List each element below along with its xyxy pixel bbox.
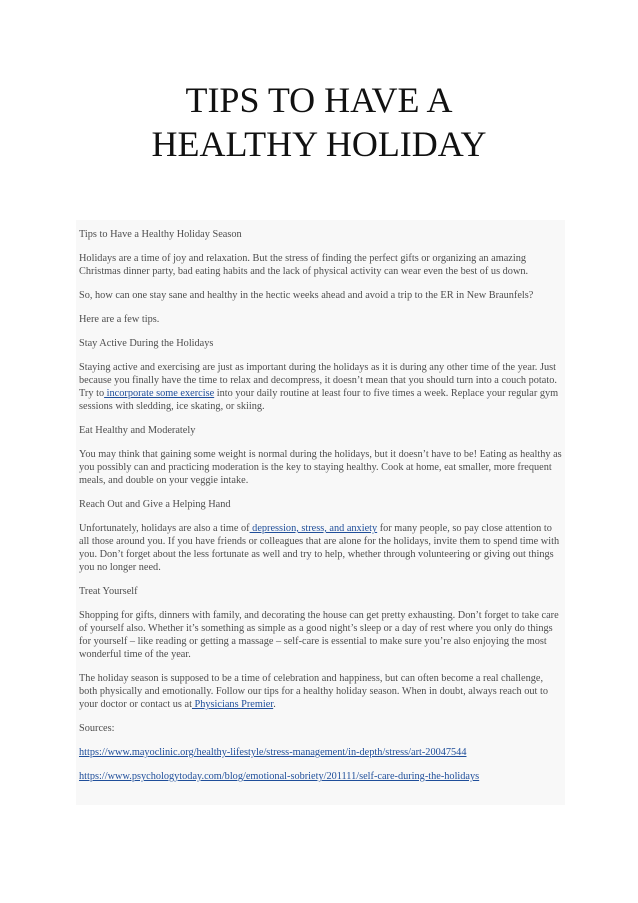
article-body <box>76 220 565 805</box>
paragraph-closing <box>79 672 562 711</box>
paragraph-reach-out-text-b: for many people, so pay close attention to all those around you. If you have friends or colleagues that are alone for the holidays, invite them to spend time with you. Don’t forget about the less fortunate as well and try to help, whether through volunteering or giving out things you no longer need. <box>79 523 560 573</box>
source-link-mayoclinic[interactable]: https://www.mayoclinic.org/healthy-lifestyle/stress-management/in-depth/stress/art-20047544 <box>79 747 467 758</box>
sources-label: Sources: <box>79 723 115 734</box>
paragraph-closing-text-a: The holiday season is supposed to be a time of celebration and happiness, but can often become a real challenge, both physically and emotionally. Follow our tips for a healthy holiday season. When in doubt, always reach out to your doctor or contact us at <box>79 673 548 710</box>
article-heading: Tips to Have a Healthy Holiday Season <box>79 229 242 240</box>
source-item-1 <box>79 746 562 759</box>
paragraph-question: So, how can one stay sane and healthy in the hectic weeks ahead and avoid a trip to the ER in New Braunfels? <box>79 290 534 301</box>
section-heading-eat: Eat Healthy and Moderately <box>79 425 196 436</box>
paragraph-treat: Shopping for gifts, dinners with family, and decorating the house can get pretty exhausting. Don’t forget to take care of yourself also. Whether it’s something as simple as a good night’s sleep or a day of rest where you only do things for yourself – like reading or getting a massage – self-care is essential to make sure you’re also enjoying the most wonderful time of the year. <box>79 610 559 660</box>
paragraph-eat: You may think that gaining some weight is normal during the holidays, but it doesn’t have to be! Eating as healthy as you possibly can and practicing moderation is the key to staying healthy. Cook at home, eat smaller, more frequent meals, and double on your veggie intake. <box>79 449 562 486</box>
section-heading-treat: Treat Yourself <box>79 586 138 597</box>
paragraph-intro: Holidays are a time of joy and relaxation. But the stress of finding the perfect gifts or organizing an amazing Christmas dinner party, bad eating habits and the lack of physical activity can wear even the best of us down. <box>79 253 529 277</box>
source-item-2 <box>79 770 562 783</box>
depression-stress-anxiety-link[interactable]: depression, stress, and anxiety <box>249 523 378 534</box>
paragraph-active-text-a: Staying active and exercising are just as important during the holidays as it is during any other time of the year. Just because you finally have the time to relax and decompress, it doesn’t mean that you should turn into a couch potato. Try to <box>79 362 557 399</box>
physicians-premier-link[interactable]: Physicians Premier <box>191 699 274 710</box>
section-heading-reach-out: Reach Out and Give a Helping Hand <box>79 499 231 510</box>
paragraph-tips: Here are a few tips. <box>79 314 160 325</box>
paragraph-active <box>79 361 562 413</box>
paragraph-active-text-b: into your daily routine at least four to five times a week. Replace your regular gym sessions with sledding, ice skating, or skiing. <box>79 388 559 412</box>
document-title <box>0 78 638 166</box>
paragraph-reach-out-text-a: Unfortunately, holidays are also a time of <box>79 523 250 534</box>
title-line-2: HEALTHY HOLIDAY <box>151 124 487 164</box>
incorporate-exercise-link[interactable]: incorporate some exercise <box>104 388 215 399</box>
paragraph-closing-text-b: . <box>273 699 276 710</box>
title-line-1: TIPS TO HAVE A <box>185 80 453 120</box>
paragraph-reach-out <box>79 522 562 574</box>
section-heading-active: Stay Active During the Holidays <box>79 338 214 349</box>
source-link-psychologytoday[interactable]: https://www.psychologytoday.com/blog/emotional-sobriety/201111/self-care-during-the-holidays <box>79 771 480 782</box>
